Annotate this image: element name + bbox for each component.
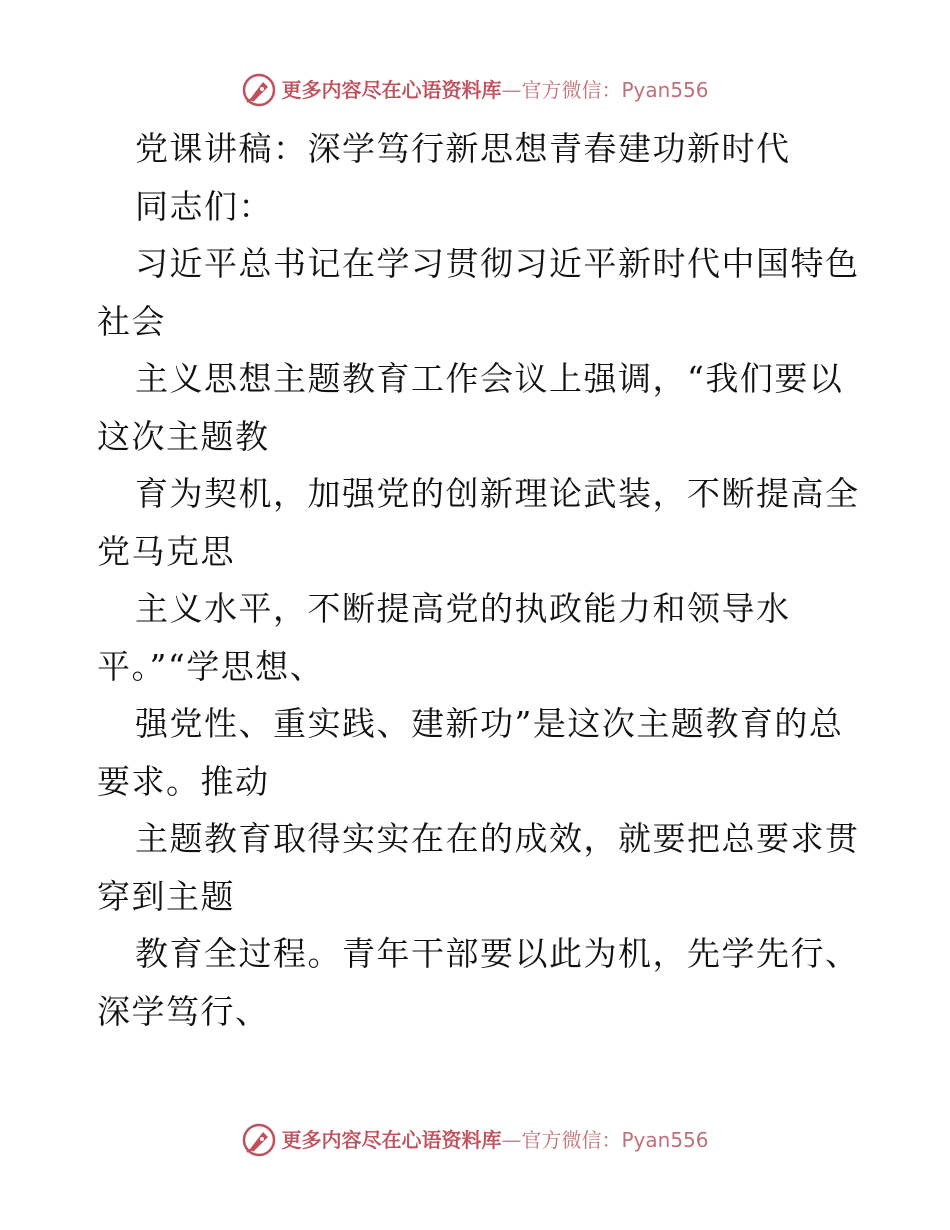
header-watermark	[0, 70, 950, 110]
pen-nib-logo-icon	[241, 72, 277, 108]
watermark-brand: 更多内容尽在心语资料库	[281, 1128, 502, 1152]
text-line: 这次主题教	[97, 416, 270, 456]
text-line: 要求。推动	[97, 761, 270, 801]
watermark-separator: —	[501, 78, 522, 102]
text-line: 育为契机，加强党的创新理论武装，不断提高全	[135, 474, 860, 513]
watermark-text	[281, 1120, 708, 1160]
text-line: 平。”“学思想、	[97, 646, 325, 686]
watermark-label: 官方微信：	[521, 78, 622, 102]
text-line: 主题教育取得实实在在的成效，就要把总要求贯	[135, 819, 860, 858]
text-line: 社会	[97, 301, 166, 341]
watermark-label: 官方微信：	[521, 1128, 622, 1152]
pen-nib-logo-icon	[241, 1122, 277, 1158]
text-line: 深学笃行、	[97, 991, 270, 1031]
text-line: 教育全过程。青年干部要以此为机，先学先行、	[135, 934, 860, 973]
text-line: 主义水平，不断提高党的执政能力和领导水	[135, 589, 791, 628]
document-body	[97, 120, 860, 1040]
salutation: 同志们：	[135, 186, 273, 226]
text-line: 党马克思	[97, 531, 235, 571]
watermark-text	[281, 70, 708, 110]
text-line: 强党性、重实践、建新功”是这次主题教育的总	[135, 704, 844, 743]
watermark-brand: 更多内容尽在心语资料库	[281, 78, 502, 102]
text-line: 主义思想主题教育工作会议上强调，“我们要以	[135, 359, 844, 398]
watermark-separator: —	[501, 1128, 522, 1152]
text-line: 习近平总书记在学习贯彻习近平新时代中国特色	[135, 244, 860, 283]
footer-watermark	[0, 1120, 950, 1160]
text-line: 穿到主题	[97, 876, 235, 916]
watermark-wechat-id: Pyan556	[621, 1128, 709, 1152]
watermark-wechat-id: Pyan556	[621, 78, 709, 102]
document-title: 党课讲稿：深学笃行新思想青春建功新时代	[135, 129, 791, 168]
